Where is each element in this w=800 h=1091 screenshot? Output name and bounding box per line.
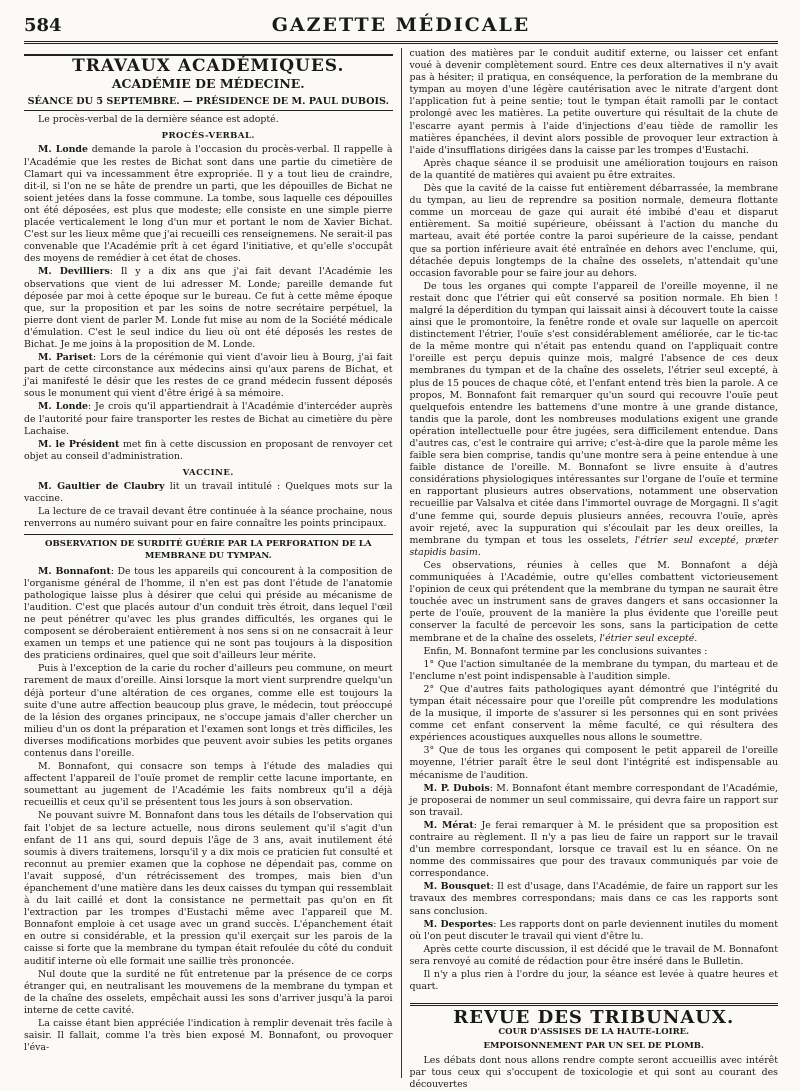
paragraph: cuation des matières par le conduit auditif externe, ou laisser cet enfant voué à devenir complètement sourd. Entre ces deux alternatives il n'y avait pas à hésiter; il pratiqua, en conséquence, la perforation de la membrane du tympan au moyen d'une légère cautérisation avec le nitrate d'argent dont l'application fut à peine sentie; tout le tympan était ramolli par le contact prolongé avec les matières. La petite ouverture qui résultait de la chute de l'escarre ayant permis à l'aide d'injections d'eau tiède de ramollir les matières épanchées, il devint alors possible de provoquer leur extraction à l'aide d'insufflations dirigées dans la caisse par les trompes d'Eustachi. bbox=[409, 48, 778, 156]
speaker: M. Pariset bbox=[38, 352, 93, 364]
column-divider bbox=[401, 48, 402, 1078]
paragraph: La lecture de ce travail devant être continuée à la séance prochaine, nous renverrons au numéro suivant pour en faire connaître les points principaux. bbox=[24, 506, 393, 530]
paragraph-text: : De tous les appareils qui concourent à la composition de l'organisme général de l'homme, il n'en est pas dont l'étude de l'anatomie pathologique laisse plus à désirer que celui qui préside au mécanisme de l'audition. C'est que placés autour d'un conduit très étroit, dans lequel l'œil ne peut pénétrer qu'avec les plus grandes difficultés, les organes qui le composent se déroberaient entièrement à nos sens si on ne consacrait à leur examen un temps et une patience qui ne sont pas toujours à la disposition des praticiens ordinaires, quel que soit d'ailleurs leur mérite. bbox=[24, 565, 393, 662]
paragraph: 3° Que de tous les organes qui composent le petit appareil de l'oreille moyenne, l'étrier paraît être le seul dont l'intégrité est indispensable au mécanisme de l'audition. bbox=[409, 745, 778, 781]
left-column bbox=[24, 48, 399, 1078]
paragraph bbox=[24, 566, 393, 663]
paragraph: 1° Que l'action simultanée de la membrane du tympan, du marteau et de l'enclume n'est point indispensable à l'audition simple. bbox=[409, 658, 778, 682]
paragraph bbox=[410, 820, 779, 880]
paragraph: La caisse étant bien appréciée l'indication à remplir devenait très facile à saisir. Il fallait, comme l'a très bien exposé M. Bonnafont, ou provoquer l'éva- bbox=[24, 1018, 393, 1054]
speaker: M. Bonnafont bbox=[38, 565, 111, 577]
paragraph-text: : Il y a dix ans que j'ai fait devant l'Académie les observations que vient de lui adresser M. Londe; pareille demande fut déposée par moi à cette époque sur le bureau. Ce fut à cette même époque que, sur la proposition et par les soins de notre secrétaire perpétuel, la pierre dont vient de parler M. Londe fut mise au nom de la Société médicale d'émulation. C'est le seul indice du lieu où ont été déposés les restes de Bichat. Je me joins à la proposition de M. Londe. bbox=[24, 266, 393, 350]
speaker: M. Bousquet bbox=[423, 881, 491, 893]
paragraph: Ne pouvant suivre M. Bonnafont dans tous les détails de l'observation qui fait l'objet de sa lecture actuelle, nous dirons seulement qu'il s'agit d'un enfant de 11 ans qui, sourd depuis l'âge de 3 ans, avait inutilement été soumis à divers traitemens, lorsqu'il y a dix mois ce praticien fut consulté et reconnut au premier examen que la cophose ne dépendait pas, comme on l'avait supposé, d'un rétrécissement des trompes, mais bien d'un épanchement d'une matière dans les deux caisses du tympan qui ressemblait à du lait caillé et dont la consistance ne permettait pas qu'on en fît l'extraction par les trompes d'Eustachi même avec l'appareil que M. Bonnafont emploie à cet usage avec un grand succès. L'épanchement était en outre si considérable, et la pression qu'il exerçait sur les parois de la caisse si forte que la membrane du tympan était refoulée du côté du conduit auditif interne où elle formait une saillie très prononcée. bbox=[24, 810, 393, 967]
paragraph bbox=[410, 919, 779, 943]
speaker: M. P. Dubois bbox=[423, 782, 490, 794]
paragraph: Dès que la cavité de la caisse fut entièrement débarrassée, la membrane du tympan, au lieu de reprendre sa position normale, demeura flottante comme un morceau de gaze qui aurait été imbibé d'eau et disparut entièrement. Sa moitié supérieure, obéissant à l'action du manche du marteau, avait été portée contre la paroi supérieure de la caisse, pendant que sa portion inférieure avait été entraînée en dehors avec l'enclume, qui, détachée depuis longtemps de la chaîne des osselets, n'attendait qu'une occasion favorable pour se faire jour au dehors. bbox=[409, 183, 778, 279]
page-number: 584 bbox=[24, 15, 62, 36]
right-column bbox=[404, 48, 779, 1090]
paragraph: Nul doute que la surdité ne fût entretenue par la présence de ce corps étranger qui, en neutralisant les mouvemens de la membrane du tympan et de la chaîne des osselets, empêchait aussi les sons d'arriver jusqu'à la paroi interne de cette cavité. bbox=[24, 968, 393, 1016]
speaker: M. Devilliers bbox=[38, 266, 110, 278]
vaccine-heading: VACCINE. bbox=[182, 467, 234, 478]
page-header bbox=[24, 14, 778, 44]
columns bbox=[24, 48, 778, 1090]
academy-title: ACADÉMIE DE MÉDECINE. bbox=[111, 76, 305, 92]
paragraph bbox=[24, 352, 393, 400]
paragraph-text: : Je ferai remarquer à M. le président que sa proposition est contraire au règlement. Il n'y a pas lieu de faire un rapport sur le travail d'un membre correspondant, lorsque ce travail est lu en séance. On ne nomme des commissaires que pour des travaux communiqués par voie de correspondance. bbox=[409, 819, 778, 880]
paragraph bbox=[410, 881, 779, 917]
seance-heading: SÉANCE DU 5 SEPTEMBRE. — PRÉSIDENCE DE M. PAUL DUBOIS. bbox=[24, 96, 393, 111]
speaker: M. Desportes bbox=[423, 918, 494, 930]
paragraph bbox=[24, 481, 393, 505]
paragraph-text: : Il est d'usage, dans l'Académie, de faire un rapport sur les travaux des membres correspondans; mais dans ce cas les rapports sont sans conclusion. bbox=[409, 881, 778, 917]
paragraph-text: : Lors de la cérémonie qui vient d'avoir lieu à Bourg, j'ai fait part de cette circonstance aux médecins ainsi qu'aux parens de Bichat, et j'ai manifesté le désir que les restes de ce grand médecin fussent déposés sous le monument qui vient d'être érigé à sa mémoire. bbox=[24, 352, 393, 400]
paragraph: Puis à l'exception de la carie du rocher d'ailleurs peu commune, on meurt rarement de maux d'oreille. Ainsi lorsque la mort vient surprendre quelqu'un déjà porteur d'une altération de ces organes, comme elle est toujours la suite d'une autre affection beaucoup plus grave, le médecin, tout préoccupé de la lésion des organes principaux, ne s'occupe jamais d'aller chercher un milieu d'un os dont la préparation et l'examen sont longs et très difficiles, les diverses modifications morbides que peuvent avoir subies les petits organes contenus dans l'oreille. bbox=[24, 663, 393, 759]
speaker: M. Londe bbox=[38, 401, 88, 413]
empoisonnement-heading: EMPOISONNEMENT PAR UN SEL DE PLOMB. bbox=[483, 1041, 704, 1052]
paragraph-text: Ces observations, réunies à celles que M. Bonnafont a déjà communiquées à l'Académie, outre qu'elles combattent victorieusement l'opinion de ceux qui prétendent que la membrane du tympan ne saurait être touchée avec un instrument sans de graves dangers et sans occasionner la perte de l'ouïe, prouvent de la manière la plus évidente que l'oreille peut conserver la faculté de percevoir les sons, sans la participation de cette membrane et de la chaîne des osselets, bbox=[409, 559, 778, 644]
speaker: M. le Président bbox=[38, 438, 120, 450]
paragraph-text: De tous les organes qui compte l'appareil de l'oreille moyenne, il ne restait donc que l'étrier qui eût conservé sa position normale. Eh bien ! malgré la déperdition du tympan qui laissait ainsi à découvert toute la caisse ainsi que le promontoire, la fenêtre ronde et ovale sur laquelle on apercoit distinctement l'étrier, l'ouïe s'est considérablement améliorée, car le tic-tac de la même montre qui n'était pas entendu quand on l'appliquait contre l'oreille est perçu depuis quinze mois, malgré l'absence de ces deux membranes du tympan et de la chaîne des osselets, l'étrier seul excepté, à plus de 15 pouces de chaque côté, et l'enfant entend très bien la parole. A ce propos, M. Bonnafont fait remarquer qu'un sourd qui recouvre l'ouïe peut quelquefois entendre les battemens d'une montre à une grande distance, tandis que la parole, dont les nombreuses modulations exigent une grande opération intellectuelle pour être jugées, sera difficilement entendue. Dans d'autres cas, c'est le contraire qui arrive; c'est-à-dire que la parole même les faible sera bien comprise, tandis qu'une montre sera à peine entendue à une faible distance de l'oreille. M. Bonnafont se livre ensuite à d'autres considérations physiologiques intéressantes sur l'organe de l'ouïe et termine en rapportant plusieurs autres observations, notamment une observation recueillie par Valsalva et citée dans l'immortel ouvrage de Morgagni. Il s'agit d'une femme qui, sourde depuis plusieurs années, recouvra l'ouïe, après avoir rejeté, avec la suppuration qui s'écoulait par les deux oreilles, la membrane du tympan et tous les osselets, bbox=[409, 280, 778, 546]
paragraph: Après chaque séance il se produisit une amélioration toujours en raison de la quantité de matières qui avaient pu être extraites. bbox=[409, 157, 778, 181]
emphasis-text: l'étrier seul excepté. bbox=[599, 632, 698, 644]
paragraph: M. Bonnafont, qui consacre son temps à l'étude des maladies qui affectent l'appareil de l'ouïe promet de remplir cette lacune importante, en soumettant au jugement de l'Académie les faits nombreux qu'il a déjà recueillis et ceux qu'il se présentent tous les jours à son observation. bbox=[24, 761, 393, 809]
speaker: M. Gaultier de Claubry bbox=[38, 481, 165, 492]
paragraph bbox=[410, 281, 779, 559]
paragraph bbox=[410, 783, 779, 819]
proces-verbal-heading: PROCÈS-VERBAL. bbox=[161, 131, 255, 142]
paragraph bbox=[410, 560, 779, 645]
revue-heading: REVUE DES TRIBUNAUX. bbox=[410, 1003, 779, 1024]
speaker: M. Londe bbox=[38, 144, 88, 156]
paragraph-text: : M. Bonnafont étant membre correspondant de l'Académie, je proposerai de nommer un seul commissaire, qui devra faire un rapport sur son travail. bbox=[409, 782, 778, 818]
paragraph-text: : Les rapports dont on parle deviennent inutiles du moment où l'on peut discuter le travail qui vient d'être lu. bbox=[409, 918, 778, 942]
paragraph: Le procès-verbal de la dernière séance est adopté. bbox=[38, 114, 279, 126]
paragraph bbox=[24, 144, 393, 265]
paragraph: Les débats dont nous allons rendre compte seront accueillis avec intérêt par tous ceux qui s'occupent de toxicologie et qui sont au courant des découvertes bbox=[409, 1054, 778, 1090]
paragraph: 2° Que d'autres faits pathologiques ayant démontré que l'intégrité du tympan était nécessaire pour que l'oreille pût comprendre les modulations de la musique, il importe de s'assurer si les personnes qui en sont privées comme cet enfant conservent la même faculté, ce qui résultera des expériences acoustiques auxquelles nous allons le soumettre. bbox=[409, 683, 778, 744]
running-title: GAZETTE MÉDICALE bbox=[271, 14, 531, 36]
paragraph-text: lit un travail intitulé : Quelques mots sur la vaccine. bbox=[24, 481, 393, 505]
paragraph-text: demande la parole à l'occasion du procès-verbal. Il rappelle à l'Académie que les restes de Bichat sont dans une partie du cimetière de Clamart qui va incessamment être expropriée. Il y a tout lieu de craindre, dit-il, si l'on ne se hâte de prendre un parti, que les dépouilles de Bichat ne soient jetées dans la fosse commune. La tombe, sous laquelle ces dépouilles ont été déposées, est plus que modeste; elle consiste en une simple pierre placée verticalement le long d'un mur et portant le nom de Xavier Bichat. C'est sur les lieux même que j'ai recueilli ces renseignemens. Ne serait-il pas convenable que l'Académie prît à cet égard l'initiative, et qu'elle s'occupât des moyens de remédier à cet état de choses. bbox=[24, 144, 393, 265]
paragraph: Il n'y a plus rien à l'ordre du jour, la séance est levée à quatre heures et quart. bbox=[409, 969, 778, 993]
paragraph-text: met fin à cette discussion en proposant de renvoyer cet objet au conseil d'administration. bbox=[24, 438, 393, 462]
emphasis-text: l'étrier seul excepté, præter stapidis basim. bbox=[409, 534, 778, 558]
section-title: TRAVAUX ACADÉMIQUES. bbox=[24, 54, 393, 72]
paragraph bbox=[24, 401, 393, 437]
paragraph bbox=[24, 439, 393, 463]
observation-heading: OBSERVATION DE SURDITÉ GUÉRIE PAR LA PERFORATION DE LA MEMBRANE DU TYMPAN. bbox=[24, 534, 393, 562]
speaker: M. Mérat bbox=[423, 819, 474, 831]
cour-heading: COUR D'ASSISES DE LA HAUTE-LOIRE. bbox=[498, 1027, 690, 1038]
paragraph: Après cette courte discussion, il est décidé que le travail de M. Bonnafont sera renvoyé au comité de rédaction pour être inséré dans le Bulletin. bbox=[409, 943, 778, 967]
paragraph: Enfin, M. Bonnafont termine par les conclusions suivantes : bbox=[423, 645, 708, 657]
paragraph-text: : Je crois qu'il appartiendrait à l'Académie d'intercéder auprès de l'autorité pour faire transporter les restes de Bichat au cimetière du père Lachaise. bbox=[24, 401, 393, 437]
paragraph bbox=[24, 266, 393, 351]
